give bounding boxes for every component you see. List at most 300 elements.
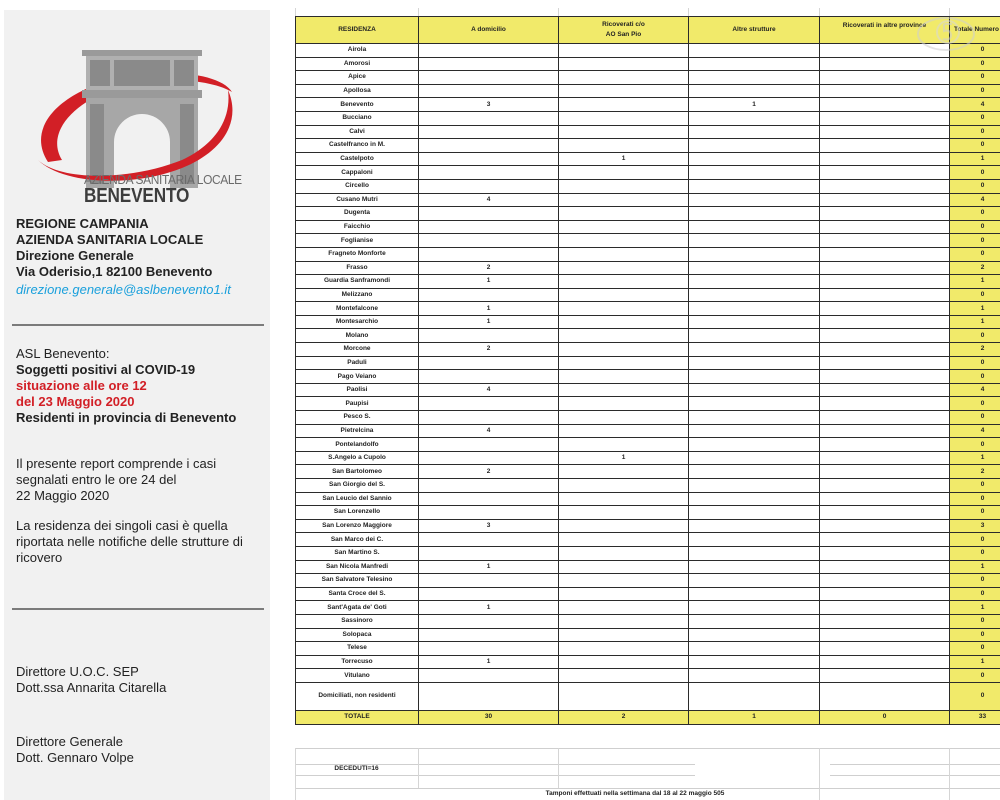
cell-san-pio <box>559 383 689 397</box>
cell-altre-strutture <box>689 533 820 547</box>
cell-domicilio <box>419 220 559 234</box>
cell-residenza: Domiciliati, non residenti <box>296 682 419 710</box>
cell-residenza: Guardia Sanframondi <box>296 275 419 289</box>
cell-totale: 0 <box>950 587 1000 601</box>
cell-totale: 1 <box>950 655 1000 669</box>
header-san-pio-line2: AO San Pio <box>605 31 642 38</box>
cell-san-pio <box>559 438 689 452</box>
table-row <box>296 152 1000 166</box>
table-row <box>296 71 1000 85</box>
table-row <box>296 614 1000 628</box>
cell-domicilio <box>419 152 559 166</box>
cell-san-pio <box>559 587 689 601</box>
table-row <box>296 288 1000 302</box>
cell-totale: 0 <box>950 397 1000 411</box>
table-row <box>296 302 1000 316</box>
cell-altre-province <box>820 315 950 329</box>
cell-residenza: Pietrelcina <box>296 424 419 438</box>
cell-totale: 0 <box>950 492 1000 506</box>
cell-altre-province <box>820 207 950 221</box>
cell-altre-province <box>820 506 950 520</box>
cell-san-pio <box>559 506 689 520</box>
cell-altre-province <box>820 614 950 628</box>
cell-altre-strutture <box>689 519 820 533</box>
table-body <box>296 44 1000 725</box>
cell-altre-province <box>820 546 950 560</box>
cell-san-pio <box>559 57 689 71</box>
cell-san-pio <box>559 519 689 533</box>
cell-domicilio <box>419 71 559 85</box>
address-line: Direzione Generale <box>16 248 134 263</box>
cell-altre-province <box>820 669 950 683</box>
cell-altre-strutture <box>689 628 820 642</box>
cell-residenza: Calvi <box>296 125 419 139</box>
table-row <box>296 220 1000 234</box>
table-row <box>296 587 1000 601</box>
cell-domicilio <box>419 329 559 343</box>
cell-altre-strutture <box>689 682 820 710</box>
cell-altre-province <box>820 71 950 85</box>
cell-altre-strutture <box>689 601 820 615</box>
report-time: situazione alle ore 12 <box>16 378 147 393</box>
cell-san-pio <box>559 166 689 180</box>
cell-altre-province <box>820 397 950 411</box>
note-line: 22 Maggio 2020 <box>16 488 110 503</box>
cell-altre-province <box>820 451 950 465</box>
cell-san-pio <box>559 193 689 207</box>
table-row <box>296 57 1000 71</box>
cell-altre-strutture <box>689 179 820 193</box>
cell-altre-strutture <box>689 411 820 425</box>
cell-altre-province <box>820 479 950 493</box>
table-header-row <box>296 17 1000 44</box>
cell-altre-strutture <box>689 288 820 302</box>
cell-domicilio: 4 <box>419 424 559 438</box>
table-row <box>296 560 1000 574</box>
cell-altre-strutture <box>689 234 820 248</box>
cell-altre-strutture <box>689 424 820 438</box>
cell-residenza: Circello <box>296 179 419 193</box>
cell-residenza: Faicchio <box>296 220 419 234</box>
table-row <box>296 98 1000 112</box>
cell-totale: 0 <box>950 546 1000 560</box>
cell-domicilio <box>419 370 559 384</box>
cell-altre-strutture <box>689 84 820 98</box>
cell-san-pio <box>559 479 689 493</box>
cell-altre-strutture <box>689 302 820 316</box>
cell-residenza: Sant'Agata de' Goti <box>296 601 419 615</box>
table-row <box>296 642 1000 656</box>
cell-totale: 1 <box>950 152 1000 166</box>
signatory-role: Direttore U.O.C. SEP <box>16 664 139 679</box>
cell-altre-province <box>820 383 950 397</box>
cell-residenza: San Lorenzello <box>296 506 419 520</box>
table-row <box>296 465 1000 479</box>
table-row <box>296 574 1000 588</box>
cell-altre-strutture <box>689 451 820 465</box>
table-row <box>296 451 1000 465</box>
table-row <box>296 234 1000 248</box>
cell-san-pio <box>559 111 689 125</box>
cell-totale: 0 <box>950 438 1000 452</box>
cell-totale: 4 <box>950 383 1000 397</box>
cell-altre-strutture <box>689 125 820 139</box>
table-row <box>296 166 1000 180</box>
table-row <box>296 424 1000 438</box>
cell-totale: 0 <box>950 506 1000 520</box>
cell-san-pio <box>559 84 689 98</box>
cell-altre-strutture <box>689 370 820 384</box>
cell-residenza: Melizzano <box>296 288 419 302</box>
cell-domicilio <box>419 614 559 628</box>
cell-domicilio <box>419 479 559 493</box>
cell-residenza: San Marco dei C. <box>296 533 419 547</box>
header-san-pio <box>559 17 689 44</box>
cell-altre-strutture <box>689 574 820 588</box>
cell-totale: 4 <box>950 98 1000 112</box>
cell-san-pio <box>559 315 689 329</box>
cell-san-pio <box>559 179 689 193</box>
cell-totale: 1 <box>950 451 1000 465</box>
cell-residenza: San Lorenzo Maggiore <box>296 519 419 533</box>
cell-residenza: Airola <box>296 44 419 58</box>
cell-totale: 0 <box>950 411 1000 425</box>
cell-altre-province: 0 <box>820 710 950 724</box>
cell-altre-strutture <box>689 166 820 180</box>
cell-totale: 0 <box>950 220 1000 234</box>
cell-altre-province <box>820 492 950 506</box>
cell-totale: 0 <box>950 84 1000 98</box>
cell-domicilio <box>419 84 559 98</box>
table-row <box>296 370 1000 384</box>
cell-domicilio: 4 <box>419 383 559 397</box>
report-date: del 23 Maggio 2020 <box>16 394 135 409</box>
cell-altre-province <box>820 179 950 193</box>
cell-altre-strutture <box>689 193 820 207</box>
cell-residenza: Fragneto Monforte <box>296 247 419 261</box>
cell-domicilio <box>419 234 559 248</box>
cell-altre-strutture <box>689 57 820 71</box>
cell-domicilio <box>419 44 559 58</box>
cell-san-pio <box>559 682 689 710</box>
cell-residenza: Solopaca <box>296 628 419 642</box>
cell-altre-strutture <box>689 71 820 85</box>
cell-san-pio <box>559 343 689 357</box>
cell-altre-province <box>820 166 950 180</box>
cell-domicilio <box>419 139 559 153</box>
cell-domicilio: 2 <box>419 465 559 479</box>
report-note-2 <box>16 518 243 566</box>
cell-altre-strutture <box>689 207 820 221</box>
table-row <box>296 315 1000 329</box>
note-line: La residenza dei singoli casi è quella <box>16 518 228 533</box>
cell-domicilio <box>419 546 559 560</box>
cell-san-pio <box>559 71 689 85</box>
cell-san-pio <box>559 329 689 343</box>
cell-residenza: Santa Croce del S. <box>296 587 419 601</box>
cell-altre-province <box>820 139 950 153</box>
cell-san-pio <box>559 411 689 425</box>
cell-domicilio <box>419 438 559 452</box>
cell-altre-strutture <box>689 152 820 166</box>
cell-altre-strutture <box>689 438 820 452</box>
cell-san-pio <box>559 560 689 574</box>
cell-residenza: San Bartolomeo <box>296 465 419 479</box>
cell-altre-province <box>820 370 950 384</box>
cell-domicilio <box>419 179 559 193</box>
table-row <box>296 601 1000 615</box>
table-row <box>296 533 1000 547</box>
cell-totale: 0 <box>950 166 1000 180</box>
table-row <box>296 519 1000 533</box>
cell-domicilio <box>419 587 559 601</box>
cell-domicilio <box>419 506 559 520</box>
cell-altre-strutture <box>689 587 820 601</box>
cell-domicilio <box>419 574 559 588</box>
cell-domicilio: 4 <box>419 193 559 207</box>
cell-totale: 0 <box>950 71 1000 85</box>
cell-altre-province <box>820 601 950 615</box>
cell-altre-province <box>820 560 950 574</box>
cell-altre-province <box>820 220 950 234</box>
table-row <box>296 44 1000 58</box>
cell-domicilio <box>419 111 559 125</box>
swabs-note: Tamponi effettuati nella settimana dal 18 al 22 maggio 505 <box>545 790 725 797</box>
cell-altre-province <box>820 343 950 357</box>
table-row <box>296 546 1000 560</box>
cell-residenza: Molano <box>296 329 419 343</box>
cell-altre-strutture <box>689 275 820 289</box>
cell-residenza: TOTALE <box>296 710 419 724</box>
signatory-role: Direttore Generale <box>16 734 123 749</box>
cell-residenza: San Nicola Manfredi <box>296 560 419 574</box>
cell-totale: 0 <box>950 139 1000 153</box>
signatory-name: Dott.ssa Annarita Citarella <box>16 680 167 695</box>
cell-altre-province <box>820 98 950 112</box>
cell-altre-strutture <box>689 506 820 520</box>
cell-domicilio <box>419 669 559 683</box>
deceased-count: DECEDUTI=16 <box>334 765 379 772</box>
cell-altre-province <box>820 152 950 166</box>
address-line: AZIENDA SANITARIA LOCALE <box>16 232 204 247</box>
cell-altre-strutture <box>689 669 820 683</box>
cell-totale: 0 <box>950 682 1000 710</box>
cell-altre-strutture <box>689 560 820 574</box>
cell-totale: 4 <box>950 424 1000 438</box>
cell-residenza: Bucciano <box>296 111 419 125</box>
table-row <box>296 479 1000 493</box>
cell-totale: 0 <box>950 288 1000 302</box>
cell-san-pio <box>559 288 689 302</box>
cell-san-pio: 2 <box>559 710 689 724</box>
cell-altre-province <box>820 125 950 139</box>
cell-totale: 0 <box>950 370 1000 384</box>
signatory-dg <box>16 734 134 766</box>
cell-residenza: Montesarchio <box>296 315 419 329</box>
cell-altre-province <box>820 111 950 125</box>
cell-altre-province <box>820 411 950 425</box>
cell-totale: 0 <box>950 614 1000 628</box>
cell-totale: 0 <box>950 207 1000 221</box>
cell-altre-strutture <box>689 492 820 506</box>
cell-altre-strutture <box>689 383 820 397</box>
note-line: ricovero <box>16 550 63 565</box>
table-row <box>296 84 1000 98</box>
cell-domicilio <box>419 247 559 261</box>
cell-totale: 1 <box>950 275 1000 289</box>
cell-altre-province <box>820 261 950 275</box>
cell-san-pio <box>559 492 689 506</box>
cell-totale: 0 <box>950 574 1000 588</box>
cell-domicilio: 1 <box>419 275 559 289</box>
cell-totale: 0 <box>950 642 1000 656</box>
cell-residenza: Dugenta <box>296 207 419 221</box>
address-line: Via Oderisio,1 82100 Benevento <box>16 264 213 279</box>
arch-logo-icon <box>32 42 244 192</box>
cell-altre-province <box>820 628 950 642</box>
cell-altre-strutture <box>689 343 820 357</box>
cell-san-pio <box>559 574 689 588</box>
cell-altre-province <box>820 288 950 302</box>
cell-residenza: San Giorgio del S. <box>296 479 419 493</box>
cell-residenza: San Martino S. <box>296 546 419 560</box>
report-title-line: ASL Benevento: <box>16 346 110 361</box>
cell-altre-province <box>820 275 950 289</box>
cell-altre-province <box>820 682 950 710</box>
address-line: REGIONE CAMPANIA <box>16 216 149 231</box>
cell-residenza: Cappaloni <box>296 166 419 180</box>
cell-residenza: Castelfranco in M. <box>296 139 419 153</box>
cell-domicilio: 1 <box>419 655 559 669</box>
table-row <box>296 193 1000 207</box>
cell-san-pio <box>559 261 689 275</box>
cell-totale: 0 <box>950 125 1000 139</box>
report-note-1 <box>16 456 216 504</box>
cell-altre-province <box>820 329 950 343</box>
cell-san-pio <box>559 533 689 547</box>
cell-altre-strutture: 1 <box>689 710 820 724</box>
cell-residenza: Castelpoto <box>296 152 419 166</box>
address-block <box>16 216 231 298</box>
table-row <box>296 343 1000 357</box>
watermark-logo-icon <box>916 12 976 54</box>
cell-san-pio <box>559 669 689 683</box>
cell-altre-province <box>820 574 950 588</box>
cell-altre-province <box>820 84 950 98</box>
table-row <box>296 275 1000 289</box>
cell-residenza: Pesco S. <box>296 411 419 425</box>
cell-san-pio <box>559 546 689 560</box>
cell-san-pio <box>559 44 689 58</box>
note-line: riportata nelle notifiche delle strutture di <box>16 534 243 549</box>
cell-totale: 4 <box>950 193 1000 207</box>
header-altre-strutture: Altre strutture <box>689 17 820 44</box>
cell-altre-province <box>820 438 950 452</box>
cell-domicilio <box>419 207 559 221</box>
cell-domicilio <box>419 288 559 302</box>
logo-text-benevento: BENEVENTO <box>84 185 190 207</box>
note-line: Il presente report comprende i casi <box>16 456 217 471</box>
cell-residenza: Pontelandolfo <box>296 438 419 452</box>
cell-residenza: Foglianise <box>296 234 419 248</box>
cell-san-pio <box>559 98 689 112</box>
cell-residenza: Paupisi <box>296 397 419 411</box>
cell-altre-strutture <box>689 356 820 370</box>
cell-totale: 0 <box>950 234 1000 248</box>
cell-totale: 1 <box>950 302 1000 316</box>
cell-residenza: Telese <box>296 642 419 656</box>
cell-altre-province <box>820 587 950 601</box>
header-totale: Totale Numero <box>950 17 1000 44</box>
table-row <box>296 329 1000 343</box>
cell-residenza: Torrecuso <box>296 655 419 669</box>
cell-altre-strutture <box>689 614 820 628</box>
cell-altre-strutture <box>689 139 820 153</box>
signatory-name: Dott. Gennaro Volpe <box>16 750 134 765</box>
header-altre-province: Ricoverati in altre province <box>820 17 950 44</box>
cell-totale: 1 <box>950 315 1000 329</box>
cell-altre-strutture <box>689 546 820 560</box>
cell-residenza: Benevento <box>296 98 419 112</box>
cell-domicilio <box>419 533 559 547</box>
cell-domicilio <box>419 492 559 506</box>
cell-residenza: Frasso <box>296 261 419 275</box>
cell-totale: 2 <box>950 465 1000 479</box>
cell-san-pio <box>559 234 689 248</box>
table-row <box>296 506 1000 520</box>
cell-domicilio: 3 <box>419 98 559 112</box>
cases-table <box>295 16 1000 725</box>
cell-domicilio: 1 <box>419 302 559 316</box>
cell-residenza: San Salvatore Telesino <box>296 574 419 588</box>
header-domicilio: A domicilio <box>419 17 559 44</box>
cell-domicilio: 2 <box>419 343 559 357</box>
report-title-line: Soggetti positivi al COVID-19 <box>16 362 196 377</box>
cell-san-pio <box>559 655 689 669</box>
cell-altre-strutture <box>689 315 820 329</box>
cell-residenza: Paolisi <box>296 383 419 397</box>
cell-residenza: Amorosi <box>296 57 419 71</box>
cell-altre-strutture <box>689 247 820 261</box>
cell-totale: 0 <box>950 329 1000 343</box>
cell-domicilio <box>419 451 559 465</box>
table-row <box>296 261 1000 275</box>
cell-totale: 3 <box>950 519 1000 533</box>
cell-altre-province <box>820 465 950 479</box>
cell-residenza: Apice <box>296 71 419 85</box>
table-row <box>296 669 1000 683</box>
left-info-panel <box>4 10 270 800</box>
cell-altre-province <box>820 247 950 261</box>
cell-san-pio <box>559 628 689 642</box>
signatory-sep <box>16 664 166 696</box>
cell-altre-strutture <box>689 220 820 234</box>
cell-totale: 33 <box>950 710 1000 724</box>
cell-altre-strutture <box>689 465 820 479</box>
header-san-pio-line1: Ricoverati c/o <box>602 21 645 28</box>
report-title-line: Residenti in provincia di Benevento <box>16 410 237 425</box>
logo-text-azienda: AZIENDA SANITARIA LOCALE <box>84 172 242 187</box>
cell-san-pio: 1 <box>559 451 689 465</box>
cell-altre-province <box>820 57 950 71</box>
email-link[interactable]: direzione.generale@aslbenevento1.it <box>16 282 231 297</box>
cell-san-pio: 1 <box>559 152 689 166</box>
cell-totale: 2 <box>950 261 1000 275</box>
header-residenza: RESIDENZA <box>296 17 419 44</box>
cell-altre-strutture <box>689 479 820 493</box>
cell-domicilio <box>419 57 559 71</box>
table-row <box>296 383 1000 397</box>
